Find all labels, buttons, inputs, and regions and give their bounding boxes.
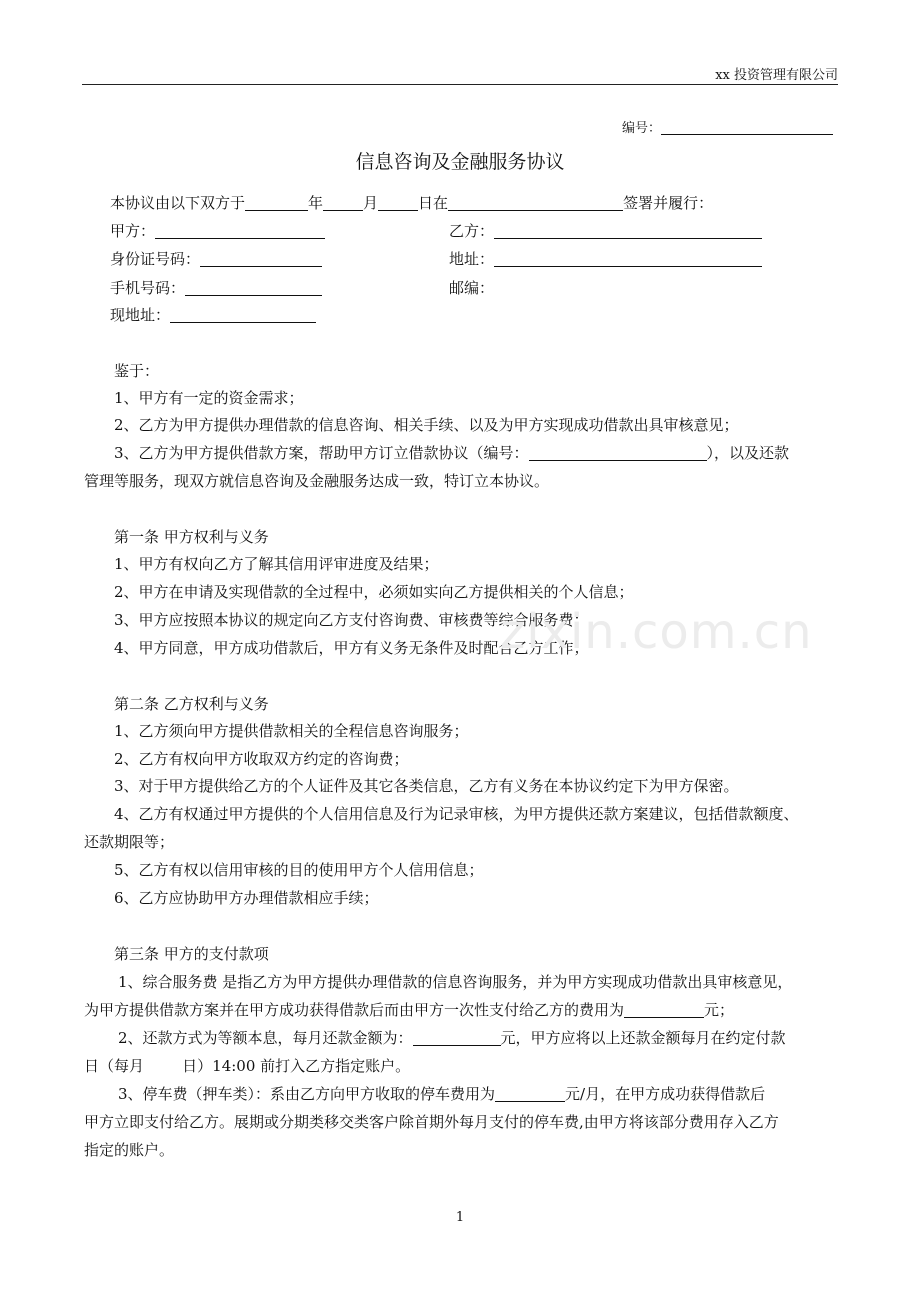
- phone-label: 手机号码：: [110, 279, 186, 297]
- year-label: 年: [308, 194, 324, 212]
- article-3-paragraph-3-continued: 甲方立即支付给乙方。展期或分期类移交类客户除首期外每月支付的停车费,由甲方将该部分费用存入乙方: [84, 1113, 779, 1131]
- article-3-paragraph-1: 1、综合服务费 是指乙方为甲方提供办理借款的信息咨询服务，并为甲方实现成功借款出具审核意见，: [118, 973, 793, 991]
- article-1-item: 2、甲方在申请及实现借款的全过程中，必须如实向乙方提供相关的个人信息；: [114, 583, 634, 601]
- whereas-item-2: 2、乙方为甲方提供办理借款的信息咨询、相关手续、以及为甲方实现成功借款出具审核意见；: [114, 416, 739, 434]
- parking-fee-text: 3、停车费（押车类）：系由乙方向甲方收取的停车费用为: [118, 1085, 496, 1103]
- article-2-heading: 第二条 乙方权利与义务: [114, 695, 269, 713]
- whereas-item-3-post: ），以及还款: [706, 444, 790, 462]
- article-2-item-3: 3、对于甲方提供给乙方的个人证件及其它各类信息，乙方有义务在本协议约定下为甲方保密。: [114, 777, 739, 795]
- header-rule: [82, 84, 838, 85]
- party-b-field: [449, 220, 762, 241]
- article-3-paragraph-2-continued: 日（每月 日）14:00 前打入乙方指定账户。: [84, 1057, 411, 1075]
- whereas-item-3: [114, 442, 789, 463]
- whereas-item-3-pre: 3、乙方为甲方提供借款方案，帮助甲方订立借款协议（编号：: [114, 444, 529, 462]
- whereas-item-3-continued: 管理等服务，现双方就信息咨询及金融服务达成一致，特订立本协议。: [84, 472, 550, 490]
- intro-line: [110, 192, 713, 213]
- monthly-payment-text: 2、还款方式为等额本息，每月还款金额为：: [118, 1029, 413, 1047]
- phone-blank[interactable]: [185, 280, 322, 296]
- service-fee-blank[interactable]: [624, 1002, 704, 1018]
- article-1-item: 4、甲方同意，甲方成功借款后，甲方有义务无条件及时配合乙方工作；: [114, 639, 589, 657]
- address-label: 地址：: [449, 250, 495, 268]
- watermark: zixin.com.cn: [500, 604, 813, 660]
- article-3-paragraph-3-end: 指定的账户。: [84, 1141, 175, 1159]
- id-number-blank[interactable]: [200, 251, 322, 267]
- address-field: [449, 248, 762, 269]
- party-b-label: 乙方：: [449, 222, 495, 240]
- id-number-field: [110, 248, 322, 269]
- parking-fee-suffix: 元/月，在甲方成功获得借款后: [565, 1085, 766, 1103]
- whereas-item-1: 1、甲方有一定的资金需求；: [114, 389, 304, 407]
- id-number-label: 身份证号码：: [110, 250, 201, 268]
- year-blank[interactable]: [245, 195, 308, 211]
- article-2-item-1: 1、乙方须向甲方提供借款相关的全程信息咨询服务；: [114, 722, 469, 740]
- company-header: xx 投资管理有限公司: [715, 68, 838, 83]
- monthly-payment-suffix: 元，甲方应将以上还款金额每月在约定付款: [500, 1029, 786, 1047]
- intro-prefix: 本协议由以下双方于: [110, 194, 246, 212]
- article-1-heading: 第一条 甲方权利与义务: [114, 528, 269, 546]
- page-number: 1: [455, 1210, 465, 1225]
- serial-number-label: 编号：: [622, 121, 662, 136]
- article-2-item-5: 5、乙方有权以信用审核的目的使用甲方个人信用信息；: [114, 861, 484, 879]
- article-1-item: 1、甲方有权向乙方了解其信用评审进度及结果；: [114, 555, 439, 573]
- party-a-blank[interactable]: [155, 223, 325, 239]
- service-fee-unit: 元；: [704, 1001, 735, 1019]
- service-fee-text: 为甲方提供借款方案并在甲方成功获得借款后而由甲方一次性支付给乙方的费用为: [84, 1001, 625, 1019]
- place-blank[interactable]: [448, 195, 623, 211]
- phone-field: [110, 277, 322, 298]
- month-label: 月: [363, 194, 379, 212]
- monthly-payment-blank[interactable]: [413, 1030, 501, 1046]
- day-label: 日在: [418, 194, 449, 212]
- article-2-item-2: 2、乙方有权向甲方收取双方约定的咨询费；: [114, 750, 409, 768]
- serial-number-field: [622, 117, 833, 136]
- day-blank[interactable]: [378, 195, 418, 211]
- article-3-heading: 第三条 甲方的支付款项: [114, 945, 269, 963]
- serial-number-blank[interactable]: [661, 119, 833, 135]
- article-3-paragraph-1-continued: [84, 999, 734, 1020]
- intro-suffix: 签署并履行：: [623, 194, 714, 212]
- loan-agreement-number-blank[interactable]: [529, 445, 707, 461]
- party-a-label: 甲方：: [110, 222, 156, 240]
- parking-fee-blank[interactable]: [495, 1086, 565, 1102]
- current-address-blank[interactable]: [170, 307, 316, 323]
- article-3-paragraph-2: [118, 1027, 786, 1048]
- whereas-heading: 鉴于：: [114, 362, 160, 380]
- current-address-field: [110, 304, 316, 325]
- address-blank[interactable]: [494, 251, 762, 267]
- party-a-field: [110, 220, 325, 241]
- party-b-blank[interactable]: [494, 223, 762, 239]
- article-2-item-4: 4、乙方有权通过甲方提供的个人信用信息及行为记录审核，为甲方提供还款方案建议，包括借款额度、: [114, 805, 799, 823]
- postcode-label: 邮编：: [449, 279, 495, 297]
- article-2-item-4-continued: 还款期限等；: [84, 833, 175, 851]
- postcode-field: [449, 277, 494, 298]
- current-address-label: 现地址：: [110, 306, 171, 324]
- article-2-item-6: 6、乙方应协助甲方办理借款相应手续；: [114, 889, 379, 907]
- article-1-item: 3、甲方应按照本协议的规定向乙方支付咨询费、审核费等综合服务费；: [114, 611, 589, 629]
- month-blank[interactable]: [323, 195, 363, 211]
- document-title: 信息咨询及金融服务协议: [355, 151, 565, 173]
- article-3-paragraph-3: [118, 1083, 765, 1104]
